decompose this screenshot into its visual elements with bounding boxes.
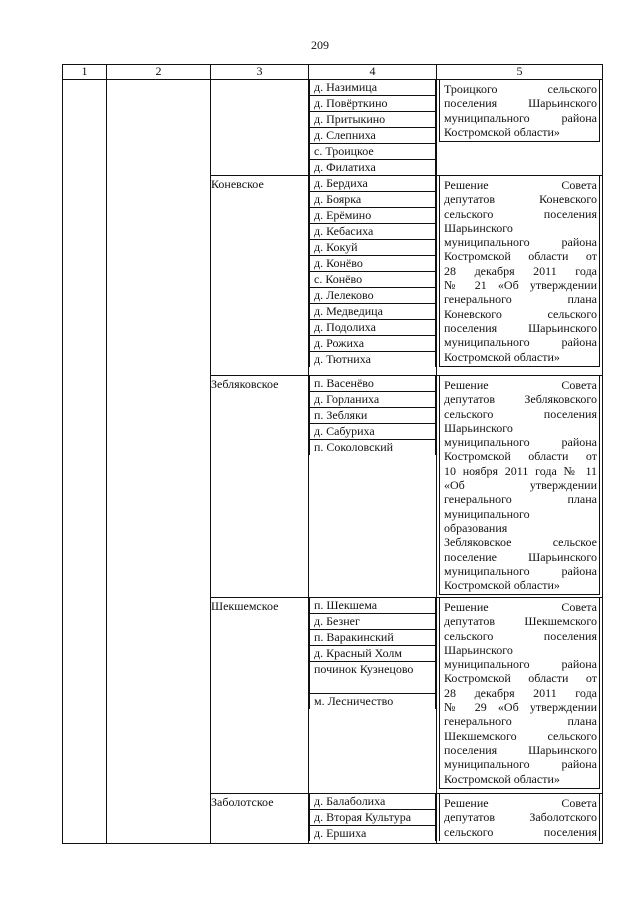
village-item: д. Балаболиха [310,794,435,810]
decision-line: Костромской области» [444,771,560,786]
village-item: д. Медведица [310,304,435,320]
village-item: д. Лелеково [310,288,435,304]
village-item: п. Варакинский [310,630,435,646]
decision-line: сельского поселения [444,406,597,421]
village-item: д. Повёрткино [310,96,435,112]
decision-line: сельского поселения [444,628,597,643]
decision-line: № 29 «Об утверждении [444,700,597,715]
decision-line: Троицкого сельского [444,82,597,96]
villages-cell [309,80,437,176]
villages-cell [309,598,437,794]
village-item: д. Рожиха [310,336,435,352]
decision-line: образования [444,520,508,535]
decision-text [439,598,600,789]
decision-line: генерального плана [444,714,597,729]
decision-line: «Об утверждении [444,478,597,493]
village-item: д. Конёво [310,256,435,272]
settlements-table [62,64,603,844]
village-item: д. Безнег [310,614,435,630]
decision-line: 28 декабря 2011 года [444,685,597,700]
decision-line: генерального плана [444,292,597,307]
page-number: 209 [311,38,329,52]
decision-line: Шарьинского [444,420,513,435]
village-item: м. Лесничество [314,694,394,708]
decision-line: Костромской области от [444,249,597,264]
decision-line: Костромской области» [444,124,560,139]
col2-cell [107,80,211,844]
decision-line: Шарьинского [444,642,513,657]
header-col-3: 3 [211,65,309,80]
decision-line: поселения Шарьинского [444,96,597,111]
decision-line: Костромской области от [444,449,597,464]
village-item: д. Боярка [310,192,435,208]
decision-cell [437,176,603,376]
decision-text [439,794,600,841]
village-item: д. Подолиха [310,320,435,336]
decision-text [439,176,600,367]
village-item: п. Соколовский [314,440,394,454]
village-item: д. Вторая Культура [310,810,435,826]
decision-line: муниципального района [444,657,597,672]
decision-line: поселения Шарьинского [444,742,597,757]
settlement-cell: Коневское [211,176,309,376]
decision-cell [437,794,603,844]
decision-line: Костромской области от [444,671,597,686]
decision-line: 10 ноября 2011 года № 11 [444,463,597,478]
village-item: д. Тютниха [314,352,371,366]
villages-cell [309,376,437,598]
village-item: д. Кебасиха [310,224,435,240]
settlement-cell: Заболотское [211,794,309,844]
decision-line: муниципального района [444,563,597,578]
decision-line: генерального плана [444,492,597,507]
village-item: д. Филатиха [314,160,376,174]
decision-line: депутатов Коневского [444,192,597,207]
header-col-5: 5 [437,65,603,80]
decision-line: муниципального района [444,110,597,125]
decision-line: Костромской области» [444,349,560,364]
decision-line: Решение Совета [444,600,597,614]
decision-text [439,80,600,142]
decision-line: № 21 «Об утверждении [444,278,597,293]
decision-line: депутатов Зебляковского [444,392,597,407]
decision-line: поселение Шарьинского [444,549,597,564]
village-item: д. Красный Холм [310,646,435,662]
village-item: д. Назимица [310,80,435,96]
decision-line: Решение Совета [444,178,597,192]
header-col-2: 2 [107,65,211,80]
decision-line: муниципального [444,506,530,521]
decision-line: муниципального района [444,335,597,350]
decision-line: Шекшемского сельского [444,728,597,743]
col1-cell [63,80,107,844]
decision-line: депутатов Заболотского [444,810,597,825]
decision-cell [437,598,603,794]
village-item: д. Сабуриха [310,424,435,440]
decision-cell [437,376,603,598]
decision-line: депутатов Шекшемского [444,614,597,629]
decision-line: сельского поселения [444,206,597,221]
village-item: п. Шекшема [310,598,435,614]
village-item: д. Кокуй [310,240,435,256]
village-list [309,80,436,175]
decision-text [439,376,600,595]
decision-line: 28 декабря 2011 года [444,263,597,278]
village-list [309,794,436,841]
village-item: с. Конёво [310,272,435,288]
village-item: д. Горланиха [310,392,435,408]
village-list [309,176,436,367]
village-list [309,376,436,455]
village-item: починок Кузнецово [310,662,435,694]
decision-line: муниципального района [444,435,597,450]
village-item: п. Зебляки [310,408,435,424]
header-col-1: 1 [63,65,107,80]
settlement-cell: Зебляковское [211,376,309,598]
village-item: д. Ерёмино [310,208,435,224]
decision-line: Костромской области» [444,578,560,593]
header-row [63,65,603,80]
village-list [309,598,436,709]
decision-line: муниципального района [444,757,597,772]
village-item: д. Ершиха [314,826,367,840]
settlement-cell [211,80,309,176]
decision-line: Коневского сельского [444,306,597,321]
decision-line: Шарьинского [444,220,513,235]
village-item: с. Троицкое [310,144,435,160]
decision-line: сельского поселения [444,824,597,839]
village-item: д. Слепниха [310,128,435,144]
settlement-cell: Шекшемское [211,598,309,794]
village-item: п. Васенёво [310,376,435,392]
decision-line: Решение Совета [444,378,597,392]
decision-line: муниципального района [444,235,597,250]
village-item: д. Бердиха [310,176,435,192]
table-row [63,80,603,176]
decision-line: Зебляковское сельское [444,535,597,550]
villages-cell [309,794,437,844]
decision-line: поселения Шарьинского [444,320,597,335]
village-item: д. Притыкино [310,112,435,128]
decision-line: Решение Совета [444,796,597,810]
decision-cell [437,80,603,176]
header-col-4: 4 [309,65,437,80]
villages-cell [309,176,437,376]
